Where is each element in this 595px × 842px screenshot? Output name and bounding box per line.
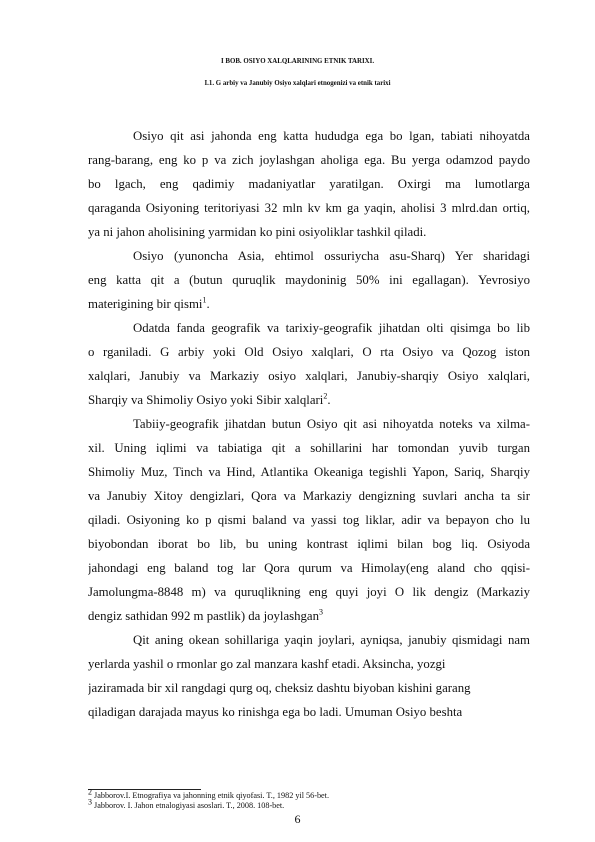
body-line-with-footnote — [88, 608, 530, 624]
body-line: o rganiladi. G arbiy yoki Old Osiyo xalqlari, O rta Osiyo va Qozog iston — [88, 345, 530, 359]
punctuation: . — [327, 393, 331, 407]
section-title: I.1. G arbiy va Janubiy Osiyo xalqlari etnogenizi va etnik tarixi — [204, 80, 391, 87]
body-line: Jamolungma-8848 m) va quruqlikning eng quyi joyi O lik dengiz (Markaziy — [88, 585, 530, 599]
body-line: xil. Uning iqlimi va tabiatiga qit a sohillarini har tomondan yuvib turgan — [88, 441, 530, 455]
body-line: jaziramada bir xil rangdagi qurg oq, cheksiz dashtu biyoban kishini garang — [88, 681, 471, 695]
footnote-ref: 2 — [323, 392, 328, 401]
body-line: rang-barang, eng ko p va zich joylashgan aholiga ega. Bu yerga odamzod paydo — [88, 153, 530, 167]
body-text: materigining bir qismi — [88, 297, 203, 311]
punctuation: . — [206, 297, 210, 311]
footnote-text: Jabborov. I. Jahon etnalogiyasi asoslari. T., 2008. 108-bet. — [92, 801, 285, 810]
body-line: Odatda fanda geografik va tarixiy-geografik jihatdan olti qisimga bo lib — [133, 321, 530, 335]
body-line: xalqlari, Janubiy va Markaziy osiyo xalqlari, Janubiy-sharqiy Osiyo xalqlari, — [88, 369, 530, 383]
footnote-mark: 2 — [88, 787, 92, 797]
body-text: Sharqiy va Shimoliy Osiyo yoki Sibir xalqlari — [88, 393, 324, 407]
body-line: Osiyo qit asi jahonda eng katta hududga ega bo lgan, tabiati nihoyatda — [133, 129, 530, 143]
body-line-with-footnote — [88, 392, 530, 408]
body-line: Osiyo (yunoncha Asia, ehtimol ossuriycha asu-Sharq) Yer sharidagi — [133, 249, 530, 263]
body-line: qiladigan darajada mayus ko rinishga ega bo ladi. Umuman Osiyo beshta — [88, 705, 463, 719]
body-line-with-footnote — [88, 296, 530, 312]
body-line: Qit aning okean sohillariga yaqin joylari, ayniqsa, janubiy qismidagi nam — [133, 633, 530, 647]
body-line: jahondagi eng baland tog lar Qora qurum va Himolay(eng aland cho qqisi- — [88, 561, 530, 575]
body-line: qaraganda Osiyoning teritoriyasi 32 mln kv km ga yaqin, aholisi 3 mlrd.dan ortiq, — [88, 201, 530, 215]
body-text: dengiz sathidan 992 m pastlik) da joylashgan — [88, 609, 320, 623]
footnote-mark: 3 — [88, 797, 92, 807]
body-line: bo lgach, eng qadimiy madaniyatlar yaratilgan. Oxirgi ma lumotlarga — [88, 177, 530, 191]
body-line: biyobondan iborat bo lib, bu uning kontrast iqlimi bilan bog liq. Osiyoda — [88, 537, 530, 551]
body-line: va Janubiy Xitoy dengizlari, Qora va Markaziy dengizning suvlari ancha ta sir — [88, 489, 530, 503]
body-line: Tabiiy-geografik jihatdan butun Osiyo qit asi nihoyatda noteks va xilma- — [133, 417, 530, 431]
footnote — [88, 797, 285, 811]
body-line: qiladi. Osiyoning ko p qismi baland va yassi tog liklar, adir va bepayon cho lu — [88, 513, 530, 527]
footnote-ref: 1 — [202, 296, 207, 305]
body-line: ya ni jahon aholisining yarmidan ko pini osiyoliklar tashkil qiladi. — [88, 225, 427, 239]
chapter-title: I BOB. OSIYO XALQLARINING ETNIK TARIXI. — [220, 58, 375, 65]
page-number: 6 — [294, 812, 301, 826]
footnote-text: Jabborov.I. Etnografiya va jahonning etnik qiyofasi. T., 1982 yil 56-bet. — [92, 791, 330, 800]
body-line: eng katta qit a (butun quruqlik maydoninig 50% ini egallagan). Yevrosiyo — [88, 273, 530, 287]
footnote-divider — [88, 789, 201, 790]
footnote-ref: 3 — [319, 608, 324, 617]
body-line: Shimoliy Muz, Tinch va Hind, Atlantika Okeaniga tegishli Yapon, Sariq, Sharqiy — [88, 465, 530, 479]
body-line: yerlarda yashil o rmonlar go zal manzara kashf etadi. Aksincha, yozgi — [88, 657, 446, 671]
footnote — [88, 787, 330, 801]
